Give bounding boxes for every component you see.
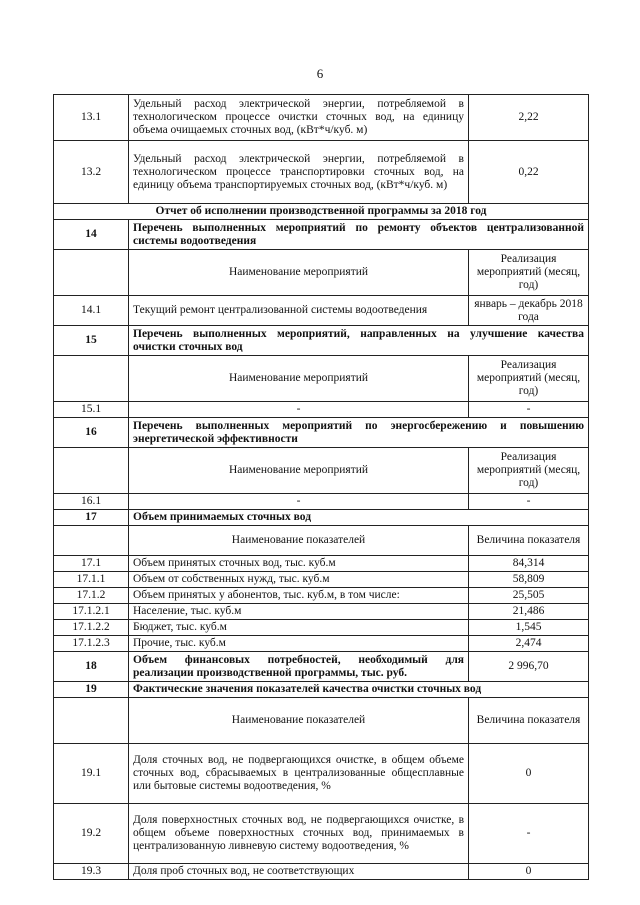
row-value: 21,486 — [469, 604, 589, 620]
column-header-value: Реализация мероприятий (месяц, год) — [469, 356, 589, 402]
section-title: Объем принимаемых сточных вод — [129, 510, 589, 526]
row-text: Население, тыс. куб.м — [129, 604, 469, 620]
section-number: 19 — [54, 682, 129, 698]
column-header-value: Реализация мероприятий (месяц, год) — [469, 448, 589, 494]
column-header-name: Наименование показателей — [129, 526, 469, 556]
row-text: Доля поверхностных сточных вод, не подвергающихся очистке, в общем объеме поверхностных сточных вод, принимаемых в централизованную ливневую систему водоотведения, % — [129, 804, 469, 864]
row-value: - — [469, 804, 589, 864]
row-value: 58,809 — [469, 572, 589, 588]
table-row — [54, 95, 589, 141]
section-number: 16 — [54, 418, 129, 448]
row-number: 17.1.2.1 — [54, 604, 129, 620]
row-value: 2,474 — [469, 636, 589, 652]
row-number: 13.2 — [54, 141, 129, 204]
row-text: Доля проб сточных вод, не соответствующих — [129, 864, 469, 880]
table-row — [54, 326, 589, 356]
column-header-name: Наименование мероприятий — [129, 356, 469, 402]
table-row — [54, 141, 589, 204]
table-row — [54, 864, 589, 880]
row-value: - — [469, 494, 589, 510]
row-value: 0 — [469, 744, 589, 804]
row-text: Объем от собственных нужд, тыс. куб.м — [129, 572, 469, 588]
row-text: Текущий ремонт централизованной системы водоотведения — [129, 296, 469, 326]
column-header-name: Наименование мероприятий — [129, 448, 469, 494]
report-table — [53, 94, 589, 880]
section-title: Перечень выполненных мероприятий по ремонту объектов централизованной системы водоотведения — [129, 220, 589, 250]
table-row — [54, 636, 589, 652]
table-row — [54, 220, 589, 250]
column-header-name: Наименование показателей — [129, 698, 469, 744]
row-value: - — [469, 402, 589, 418]
table-row — [54, 804, 589, 864]
row-number: 16.1 — [54, 494, 129, 510]
table-row — [54, 572, 589, 588]
table-row — [54, 604, 589, 620]
row-text: Бюджет, тыс. куб.м — [129, 620, 469, 636]
table-row — [54, 698, 589, 744]
row-number: 19.3 — [54, 864, 129, 880]
row-value: 0,22 — [469, 141, 589, 204]
row-text: Доля сточных вод, не подвергающихся очистке, в общем объеме сточных вод, сбрасываемых в централизованные общесплавные или бытовые системы водоотведения, % — [129, 744, 469, 804]
table-row — [54, 296, 589, 326]
row-number: 13.1 — [54, 95, 129, 141]
row-value: 2 996,70 — [469, 652, 589, 682]
row-number: 15.1 — [54, 402, 129, 418]
table-row — [54, 448, 589, 494]
row-number: 17.1.2.3 — [54, 636, 129, 652]
section-title: Перечень выполненных мероприятий, направленных на улучшение качества очистки сточных вод — [129, 326, 589, 356]
table-row — [54, 588, 589, 604]
section-number: 17 — [54, 510, 129, 526]
column-header-value: Реализация мероприятий (месяц, год) — [469, 250, 589, 296]
row-text: Удельный расход электрической энергии, потребляемой в технологическом процессе очистки сточных вод, на единицу объема очищаемых сточных вод, (кВт*ч/куб. м) — [129, 95, 469, 141]
row-number: 19.2 — [54, 804, 129, 864]
row-value: 25,505 — [469, 588, 589, 604]
row-text: Удельный расход электрической энергии, потребляемой в технологическом процессе транспортировки сточных вод, на единицу объема транспортируемых сточных вод, (кВт*ч/куб. м) — [129, 141, 469, 204]
row-number: 17.1.2.2 — [54, 620, 129, 636]
row-number: 17.1.1 — [54, 572, 129, 588]
table-row — [54, 356, 589, 402]
page-number: 6 — [316, 66, 324, 81]
table-row — [54, 204, 589, 220]
row-text: Объем принятых сточных вод, тыс. куб.м — [129, 556, 469, 572]
row-number: 14.1 — [54, 296, 129, 326]
row-value: 84,314 — [469, 556, 589, 572]
table-row — [54, 418, 589, 448]
row-text: Объем принятых у абонентов, тыс. куб.м, в том числе: — [129, 588, 469, 604]
row-value: 1,545 — [469, 620, 589, 636]
table-row — [54, 402, 589, 418]
table-row — [54, 250, 589, 296]
section-title: Перечень выполненных мероприятий по энергосбережению и повышению энергетической эффективности — [129, 418, 589, 448]
column-header-name: Наименование мероприятий — [129, 250, 469, 296]
row-value: 0 — [469, 864, 589, 880]
report-heading: Отчет об исполнении производственной программы за 2018 год — [54, 204, 589, 220]
table-row — [54, 510, 589, 526]
row-number: 17.1.2 — [54, 588, 129, 604]
table-row — [54, 682, 589, 698]
table-row — [54, 620, 589, 636]
row-text: Прочие, тыс. куб.м — [129, 636, 469, 652]
row-value: 2,22 — [469, 95, 589, 141]
row-text: - — [129, 402, 469, 418]
column-header-value: Величина показателя — [469, 698, 589, 744]
column-header-value: Величина показателя — [469, 526, 589, 556]
row-text: - — [129, 494, 469, 510]
section-title: Фактические значения показателей качества очистки сточных вод — [129, 682, 589, 698]
row-number: 19.1 — [54, 744, 129, 804]
section-number: 15 — [54, 326, 129, 356]
section-title: Объем финансовых потребностей, необходимый для реализации производственной программы, тыс. руб. — [129, 652, 469, 682]
section-number: 18 — [54, 652, 129, 682]
table-row — [54, 652, 589, 682]
section-number: 14 — [54, 220, 129, 250]
table-row — [54, 556, 589, 572]
table-row — [54, 526, 589, 556]
row-value: январь – декабрь 2018 года — [469, 296, 589, 326]
table-row — [54, 744, 589, 804]
table-row — [54, 494, 589, 510]
row-number: 17.1 — [54, 556, 129, 572]
